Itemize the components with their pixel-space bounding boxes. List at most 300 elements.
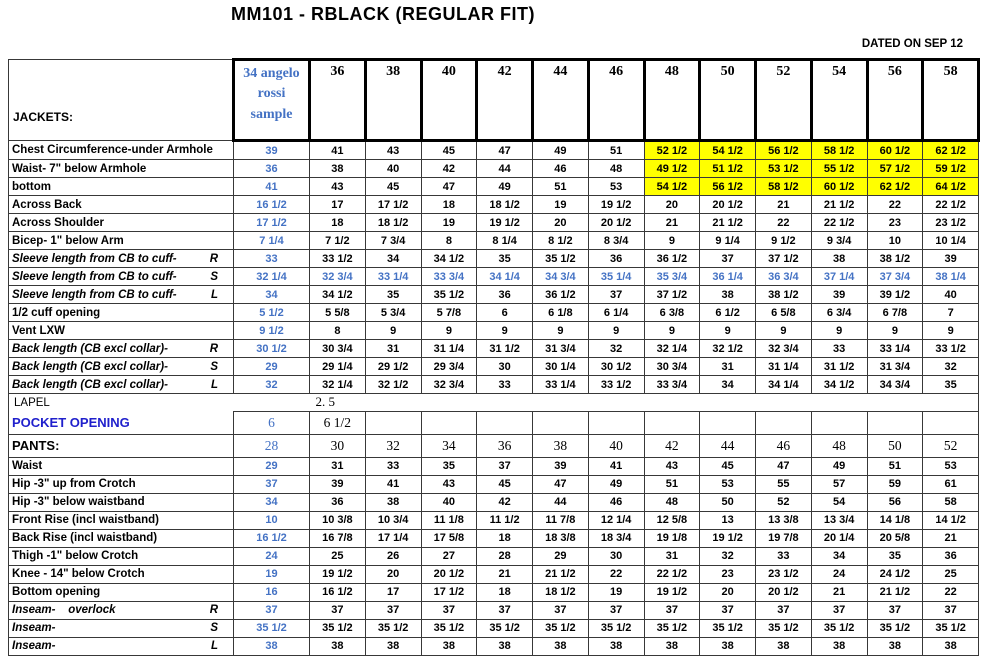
- row-label: [9, 475, 234, 493]
- value-cell: 37 1/4: [811, 268, 867, 286]
- value-cell: 21: [477, 565, 533, 583]
- table-row: [9, 547, 979, 565]
- value-cell: 9 1/2: [756, 232, 812, 250]
- value-cell: 27: [421, 547, 477, 565]
- value-cell: 20: [365, 565, 421, 583]
- row-label-name: Back Rise (incl waistband): [12, 532, 158, 544]
- value-cell: 10: [867, 232, 923, 250]
- row-label: [9, 160, 234, 178]
- value-cell: 51: [644, 475, 700, 493]
- row-label-name: Sleeve length from CB to cuff-: [12, 252, 177, 265]
- value-cell: 35 1/2: [867, 619, 923, 637]
- value-cell: 37: [588, 601, 644, 619]
- value-cell: 37: [867, 601, 923, 619]
- value-cell: 38 1/2: [867, 250, 923, 268]
- value-cell: 38: [700, 637, 756, 655]
- value-cell: 16 1/2: [234, 196, 310, 214]
- row-label-name: Knee - 14" below Crotch: [12, 568, 145, 580]
- value-cell: 37: [533, 601, 589, 619]
- row-label-text: [12, 199, 233, 211]
- value-cell: 39: [923, 250, 979, 268]
- row-label: [9, 358, 234, 376]
- value-cell: 35: [477, 250, 533, 268]
- value-cell: 41: [588, 457, 644, 475]
- value-cell: 23 1/2: [923, 214, 979, 232]
- value-cell: 17: [365, 583, 421, 601]
- value-cell: 33 1/2: [310, 250, 366, 268]
- value-cell: 19 1/2: [310, 565, 366, 583]
- value-cell: 9: [923, 322, 979, 340]
- value-cell: 19: [533, 196, 589, 214]
- value-cell: 35 1/2: [588, 619, 644, 637]
- value-cell: 31 3/4: [867, 358, 923, 376]
- pant-size-header: 38: [533, 434, 589, 457]
- pant-size-header: 52: [923, 434, 979, 457]
- value-cell: 43: [421, 475, 477, 493]
- value-cell: 37 1/2: [644, 286, 700, 304]
- value-cell: 43: [310, 178, 366, 196]
- value-cell: 37: [234, 601, 310, 619]
- value-cell: 45: [421, 141, 477, 160]
- value-cell: 21 1/2: [533, 565, 589, 583]
- value-cell: 20 1/2: [421, 565, 477, 583]
- value-cell: 9 1/2: [234, 322, 310, 340]
- value-cell: 6: [234, 411, 310, 434]
- value-cell: 51: [867, 457, 923, 475]
- value-cell: 39: [234, 141, 310, 160]
- value-cell: 38: [365, 493, 421, 511]
- row-label-text: [12, 271, 233, 283]
- value-cell: 36: [234, 160, 310, 178]
- row-label-name: Back length (CB excl collar)-: [12, 378, 168, 391]
- value-cell: 37: [700, 601, 756, 619]
- value-cell: 48: [644, 493, 700, 511]
- pant-size-header: 36: [477, 434, 533, 457]
- value-cell: 46: [533, 160, 589, 178]
- value-cell: 7 3/4: [365, 232, 421, 250]
- value-cell: 39: [310, 475, 366, 493]
- value-cell: 6 7/8: [867, 304, 923, 322]
- jacket-size-header: 52: [756, 60, 812, 141]
- value-cell: 33 3/4: [644, 376, 700, 394]
- value-cell: 18 3/8: [533, 529, 589, 547]
- table-row: [9, 475, 979, 493]
- value-cell: 34 1/4: [477, 268, 533, 286]
- value-cell: 17 1/2: [234, 214, 310, 232]
- row-label-name: Waist- 7" below Armhole: [12, 162, 147, 175]
- value-cell: 49: [477, 178, 533, 196]
- value-cell: 41: [365, 475, 421, 493]
- jacket-size-header: 40: [421, 60, 477, 141]
- header-row: [9, 60, 979, 141]
- value-cell: 53: [923, 457, 979, 475]
- value-cell: 47: [421, 178, 477, 196]
- value-cell: [811, 411, 867, 434]
- value-cell: 36 1/2: [533, 286, 589, 304]
- value-cell: 38: [365, 637, 421, 655]
- value-cell: 35 1/2: [700, 619, 756, 637]
- value-cell: 38: [421, 637, 477, 655]
- row-label: [9, 583, 234, 601]
- value-cell: [644, 411, 700, 434]
- value-cell: 8 1/4: [477, 232, 533, 250]
- jacket-size-header: 44: [533, 60, 589, 141]
- value-cell: 17 1/4: [365, 529, 421, 547]
- value-cell: 35 1/4: [588, 268, 644, 286]
- value-cell: 30 3/4: [644, 358, 700, 376]
- value-cell: 47: [756, 457, 812, 475]
- value-cell: 21 1/2: [811, 196, 867, 214]
- row-label: LAPEL: [9, 394, 234, 412]
- value-cell: 6 3/8: [644, 304, 700, 322]
- row-label-text: [12, 361, 233, 373]
- value-cell: 30 1/2: [588, 358, 644, 376]
- row-label-name: Chest Circumference-under Armhole: [12, 144, 213, 156]
- value-cell: 11 7/8: [533, 511, 589, 529]
- table-row: [9, 304, 979, 322]
- value-cell: 21 1/2: [700, 214, 756, 232]
- value-cell: 10 3/8: [310, 511, 366, 529]
- table-row: [9, 141, 979, 160]
- value-cell: 38 1/4: [923, 268, 979, 286]
- row-label: [9, 376, 234, 394]
- value-cell: 21: [644, 214, 700, 232]
- value-cell: 32 1/2: [700, 340, 756, 358]
- value-cell: 33: [811, 340, 867, 358]
- value-cell: 39: [533, 457, 589, 475]
- jacket-size-header: 36: [310, 60, 366, 141]
- row-label-text: [12, 144, 233, 156]
- value-cell: 17 1/2: [421, 583, 477, 601]
- row-label: [9, 196, 234, 214]
- value-cell: 12 1/4: [588, 511, 644, 529]
- value-cell: 20: [533, 214, 589, 232]
- table-row: [9, 493, 979, 511]
- value-cell: 6: [477, 304, 533, 322]
- table-row: [9, 322, 979, 340]
- value-cell: 34: [234, 286, 310, 304]
- value-cell: 6 1/8: [533, 304, 589, 322]
- value-cell: 30 1/4: [533, 358, 589, 376]
- value-cell: 35 1/2: [811, 619, 867, 637]
- value-cell: 25: [310, 547, 366, 565]
- value-cell: 18: [477, 529, 533, 547]
- row-label: [9, 619, 234, 637]
- table-row: [9, 250, 979, 268]
- value-cell: 33 1/4: [867, 340, 923, 358]
- value-cell: 45: [700, 457, 756, 475]
- value-cell: 20: [700, 583, 756, 601]
- row-label-text: [12, 622, 233, 634]
- table-row: [9, 214, 979, 232]
- value-cell: 9: [644, 322, 700, 340]
- value-cell: 12 5/8: [644, 511, 700, 529]
- row-label: [9, 322, 234, 340]
- value-cell: 19 1/2: [477, 214, 533, 232]
- value-cell: 14 1/8: [867, 511, 923, 529]
- row-label: [9, 250, 234, 268]
- value-cell: 13: [700, 511, 756, 529]
- row-label-text: [12, 568, 233, 580]
- value-cell: 20: [644, 196, 700, 214]
- value-cell: 34 1/4: [756, 376, 812, 394]
- row-label: [9, 268, 234, 286]
- row-variant: R: [209, 252, 218, 265]
- jackets-section-label: JACKETS:: [9, 60, 234, 141]
- value-cell: 7 1/2: [310, 232, 366, 250]
- row-label-text: [12, 514, 233, 526]
- value-cell: 40: [421, 493, 477, 511]
- value-cell: 23: [867, 214, 923, 232]
- pant-size-header: 34: [421, 434, 477, 457]
- row-label-text: [12, 307, 233, 319]
- value-cell: 32 3/4: [310, 268, 366, 286]
- value-cell: 9: [365, 322, 421, 340]
- table-row: [9, 340, 979, 358]
- row-label-text: [12, 289, 233, 301]
- row-label-name: Hip -3" below waistband: [12, 496, 145, 508]
- jacket-size-header: 48: [644, 60, 700, 141]
- value-cell: 37 3/4: [867, 268, 923, 286]
- value-cell: 20 1/2: [588, 214, 644, 232]
- value-cell: 38: [923, 637, 979, 655]
- jacket-size-header: 56: [867, 60, 923, 141]
- page-title: MM101 - RBLACK (REGULAR FIT): [231, 4, 535, 24]
- value-cell: 17 5/8: [421, 529, 477, 547]
- value-cell: 18: [421, 196, 477, 214]
- value-cell: 62 1/2: [923, 141, 979, 160]
- value-cell: 56: [867, 493, 923, 511]
- value-cell: 30: [588, 547, 644, 565]
- row-label-text: [12, 163, 233, 175]
- row-label-name: Vent LXW: [12, 324, 66, 337]
- value-cell: 45: [477, 475, 533, 493]
- value-cell: 23 1/2: [756, 565, 812, 583]
- value-cell: 56 1/2: [756, 141, 812, 160]
- value-cell: 34: [811, 547, 867, 565]
- value-cell: 24: [234, 547, 310, 565]
- value-cell: 31 3/4: [533, 340, 589, 358]
- row-label-name: Inseam-: [12, 640, 56, 652]
- row-label: [9, 493, 234, 511]
- row-label-text: [12, 496, 233, 508]
- value-cell: 35 1/2: [310, 619, 366, 637]
- value-cell: 22 1/2: [644, 565, 700, 583]
- value-cell: 34 1/2: [310, 286, 366, 304]
- value-cell: 35: [365, 286, 421, 304]
- value-cell: 29: [533, 547, 589, 565]
- value-cell: 11 1/2: [477, 511, 533, 529]
- value-cell: 34 3/4: [867, 376, 923, 394]
- value-cell: 38: [533, 637, 589, 655]
- value-cell: 35 1/2: [533, 619, 589, 637]
- value-cell: 22 1/2: [811, 214, 867, 232]
- value-cell: 47: [477, 141, 533, 160]
- value-cell: 9 1/4: [700, 232, 756, 250]
- value-cell: 33 1/2: [588, 376, 644, 394]
- value-cell: 36 1/2: [644, 250, 700, 268]
- value-cell: 37: [700, 250, 756, 268]
- value-cell: 16 7/8: [310, 529, 366, 547]
- value-cell: 52: [756, 493, 812, 511]
- value-cell: 36: [923, 547, 979, 565]
- value-cell: [700, 411, 756, 434]
- value-cell: [477, 411, 533, 434]
- value-cell: 19 1/2: [588, 196, 644, 214]
- value-cell: 21: [811, 583, 867, 601]
- value-cell: 33 1/4: [365, 268, 421, 286]
- value-cell: 13 3/4: [811, 511, 867, 529]
- value-cell: 9: [644, 232, 700, 250]
- value-cell: 10: [234, 511, 310, 529]
- pant-size-header: 48: [811, 434, 867, 457]
- pant-size-header: 32: [365, 434, 421, 457]
- jacket-size-header: 54: [811, 60, 867, 141]
- value-cell: 60 1/2: [867, 141, 923, 160]
- value-cell: 38: [234, 637, 310, 655]
- value-cell: 62 1/2: [867, 178, 923, 196]
- row-label: [9, 547, 234, 565]
- value-cell: 33: [234, 250, 310, 268]
- pant-size-header: 50: [867, 434, 923, 457]
- value-cell: 9: [421, 322, 477, 340]
- value-cell: 11 1/8: [421, 511, 477, 529]
- value-cell: 29: [234, 358, 310, 376]
- row-label-name: Sleeve length from CB to cuff-: [12, 270, 177, 283]
- value-cell: 22: [867, 196, 923, 214]
- value-cell: 54 1/2: [644, 178, 700, 196]
- value-cell: 29 3/4: [421, 358, 477, 376]
- value-cell: 7 1/4: [234, 232, 310, 250]
- value-cell: [867, 411, 923, 434]
- value-cell: 35 1/2: [533, 250, 589, 268]
- row-label-name: Front Rise (incl waistband): [12, 514, 159, 526]
- row-label: [9, 304, 234, 322]
- value-cell: 8: [421, 232, 477, 250]
- value-cell: 35 1/2: [756, 619, 812, 637]
- row-label-name: Bicep- 1" below Arm: [12, 234, 124, 247]
- row-label-text: [12, 325, 233, 337]
- value-cell: 9: [588, 322, 644, 340]
- value-cell: 36: [588, 250, 644, 268]
- value-cell: 9: [811, 322, 867, 340]
- value-cell: 21: [923, 529, 979, 547]
- value-cell: [923, 411, 979, 434]
- dated-label: DATED ON SEP 12: [861, 38, 963, 50]
- pocket-row: [9, 411, 979, 434]
- value-cell: 14 1/2: [923, 511, 979, 529]
- value-cell: 37: [365, 601, 421, 619]
- value-cell: 56 1/2: [700, 178, 756, 196]
- pant-size-header: 30: [310, 434, 366, 457]
- row-label-name: 1/2 cuff opening: [12, 306, 101, 319]
- value-cell: 6 1/2: [310, 411, 366, 434]
- value-cell: 43: [644, 457, 700, 475]
- jacket-size-header: 42: [477, 60, 533, 141]
- table-row: [9, 376, 979, 394]
- value-cell: 39: [811, 286, 867, 304]
- value-cell: 55 1/2: [811, 160, 867, 178]
- value-cell: 30: [477, 358, 533, 376]
- table-row: [9, 529, 979, 547]
- row-label-name: Inseam- overlock: [12, 604, 116, 616]
- value-cell: 38: [310, 637, 366, 655]
- value-cell: 22: [923, 583, 979, 601]
- value-cell: 19: [588, 583, 644, 601]
- value-cell: 37: [756, 601, 812, 619]
- table-row: [9, 619, 979, 637]
- row-variant: S: [210, 270, 218, 283]
- value-cell: 7: [923, 304, 979, 322]
- value-cell: 18 1/2: [365, 214, 421, 232]
- row-label: [9, 141, 234, 160]
- value-cell: 44: [533, 493, 589, 511]
- row-label: [9, 457, 234, 475]
- value-cell: 8: [310, 322, 366, 340]
- value-cell: 8 3/4: [588, 232, 644, 250]
- value-cell: 5 3/4: [365, 304, 421, 322]
- value-cell: 32 3/4: [421, 376, 477, 394]
- row-label-text: [12, 235, 233, 247]
- row-label-name: bottom: [12, 180, 51, 193]
- value-cell: 40: [365, 160, 421, 178]
- value-cell: 9: [533, 322, 589, 340]
- value-cell: 38: [588, 637, 644, 655]
- value-cell: 33: [477, 376, 533, 394]
- value-cell: 34: [700, 376, 756, 394]
- jacket-size-header: 50: [700, 60, 756, 141]
- value-cell: 10 3/4: [365, 511, 421, 529]
- value-cell: 33: [756, 547, 812, 565]
- row-label-name: Across Back: [12, 198, 82, 211]
- row-label-name: Waist: [12, 460, 43, 472]
- table-row: [9, 196, 979, 214]
- value-cell: 53: [700, 475, 756, 493]
- value-cell: 35 1/2: [923, 619, 979, 637]
- table-row: [9, 583, 979, 601]
- row-variant: L: [210, 378, 218, 391]
- value-cell: 35 1/2: [477, 619, 533, 637]
- row-label: [9, 286, 234, 304]
- value-cell: 57: [811, 475, 867, 493]
- value-cell: 31 1/2: [477, 340, 533, 358]
- value-cell: 64 1/2: [923, 178, 979, 196]
- value-cell: 35: [923, 376, 979, 394]
- value-cell: 53: [588, 178, 644, 196]
- row-label-text: [12, 550, 233, 562]
- value-cell: 31 1/4: [421, 340, 477, 358]
- value-cell: 35 1/2: [365, 619, 421, 637]
- row-label: [9, 511, 234, 529]
- value-cell: 36 1/4: [700, 268, 756, 286]
- table-row: [9, 160, 979, 178]
- row-variant: L: [210, 640, 218, 652]
- jacket-size-header: 46: [588, 60, 644, 141]
- size-chart-table: [8, 58, 980, 656]
- value-cell: 36: [310, 493, 366, 511]
- table-row: [9, 178, 979, 196]
- value-cell: 34 3/4: [533, 268, 589, 286]
- value-cell: 51 1/2: [700, 160, 756, 178]
- value-cell: 36: [477, 286, 533, 304]
- value-cell: 30 1/2: [234, 340, 310, 358]
- value-cell: 52 1/2: [644, 141, 700, 160]
- value-cell: 18 1/2: [533, 583, 589, 601]
- value-cell: 18 3/4: [588, 529, 644, 547]
- value-cell: 21 1/2: [867, 583, 923, 601]
- value-cell: 32 3/4: [756, 340, 812, 358]
- pants-header-row: [9, 434, 979, 457]
